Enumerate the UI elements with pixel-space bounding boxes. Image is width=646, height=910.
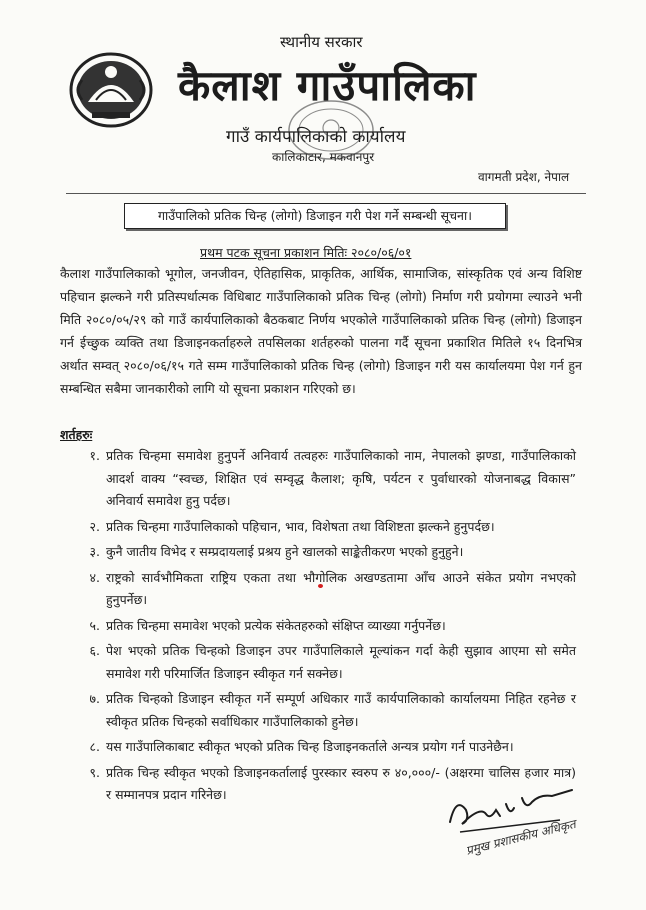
- nepal-government-emblem-icon: [68, 50, 154, 128]
- condition-text: यस गाउँपालिकाबाट स्वीकृत भएको प्रतिक चिन्ह डिजाइनकर्ताले अन्यत्र प्रयोग गर्न पाउनेछैन।: [106, 739, 514, 754]
- condition-item: [60, 736, 585, 759]
- condition-item: [60, 615, 585, 638]
- red-ink-mark: [318, 584, 323, 588]
- condition-item: [60, 445, 585, 513]
- office-address: कालिकाटार, मकवानपुर: [272, 150, 375, 164]
- condition-text: प्रतिक चिन्हको डिजाइन स्वीकृत गर्ने सम्पूर्ण अधिकार गाउँ कार्यपालिकाको कार्यालयमा निहित रहनेछ र स्वीकृत प्रतिक चिन्हको सर्वाधिकार गाउँपालिकाको हुनेछ।: [106, 691, 576, 729]
- condition-number: ८.: [89, 739, 100, 754]
- header-divider: [66, 193, 586, 194]
- conditions-heading: शर्तहरुः: [60, 427, 93, 442]
- government-label: स्थानीय सरकार: [280, 33, 363, 51]
- condition-item: [60, 516, 585, 539]
- conditions-list: [60, 445, 585, 810]
- condition-item: [60, 567, 585, 612]
- condition-number: ४.: [89, 569, 100, 585]
- condition-number: ६.: [89, 643, 100, 658]
- condition-number: ९.: [89, 764, 100, 780]
- condition-number: २.: [89, 518, 100, 534]
- condition-text: कुनै जातीय विभेद र सम्प्रदायलाई प्रश्रय हुने खालको साङ्केतीकरण भएको हुनुहुने।: [106, 544, 464, 559]
- condition-item: [60, 541, 585, 564]
- notice-subject: गाउँपालिको प्रतिक चिन्ह (लोगो) डिजाइन गरी पेश गर्ने सम्बन्धी सूचना।: [124, 203, 506, 229]
- province-label: वागमती प्रदेश, नेपाल: [478, 170, 570, 184]
- office-seal-stamp-icon: [286, 98, 376, 162]
- office-name: कैलाश गाउँपालिका: [178, 61, 477, 110]
- condition-text: राष्ट्रको सार्वभौमिकता राष्ट्रिय एकता तथा भौगोलिक अखण्डतामा आँच आउने संकेत प्रयोग नभएको हुनुपर्नेछ।: [106, 569, 576, 607]
- condition-item: [60, 640, 585, 685]
- condition-text: पेश भएको प्रतिक चिन्हको डिजाइन उपर गाउँपालिकाले मूल्यांकन गर्दा केही सुझाव आएमा सो समेत समावेश गरी परिमार्जित डिजाइन स्वीकृत गर्न सक्नेछ।: [106, 643, 576, 681]
- condition-text: प्रतिक चिन्हमा समावेश भएको प्रत्येक संकेतहरुको संक्षिप्त व्याख्या गर्नुपर्नेछ।: [106, 617, 446, 633]
- condition-item: [60, 688, 585, 733]
- notice-body: कैलाश गाउँपालिकाको भूगोल, जनजीवन, ऐतिहासिक, प्राकृतिक, आर्थिक, सामाजिक, सांस्कृतिक एवं अन्य विशिष्ट पहिचान झल्कने गरी प्रतिस्पर्धात्मक विधिबाट गाउँपालिकाको प्रतिक चिन्ह (लोगो) निर्माण गरी प्रयोगमा ल्याउने भनी मिति २०८०/०५/२९ को गाउँ कार्यपालिकाको बैठकबाट निर्णय भएकोले गाउँपालिकाको प्रतिक चिन्ह (लोगो) डिजाइन गर्न ईच्छुक व्यक्ति तथा डिजाइनकर्ताहरुले तपसिलका शर्तहरुको पालना गर्दै सूचना प्रकाशित मितिले १५ दिनभित्र अर्थात सम्वत् २०८०/०६/१५ गते सम्म गाउँपालिकाको प्रतिक चिन्ह (लोगो) डिजाइन गरी यस कार्यालयमा पेश गर्न हुन सम्बन्धित सबैमा जानकारीको लागि यो सूचना प्रकाशन गरिएको छ।: [60, 266, 582, 396]
- letterhead: [0, 0, 646, 200]
- condition-number: ३.: [89, 544, 100, 559]
- condition-text: प्रतिक चिन्ह स्वीकृत भएको डिजाइनकर्तालाई पुरस्कार स्वरुप रु ४०,०००/- (अक्षरमा चालिस हजार मात्र) र सम्मानपत्र प्रदान गरिनेछ।: [106, 764, 576, 802]
- condition-number: ७.: [89, 691, 100, 706]
- condition-text: प्रतिक चिन्हमा समावेश हुनुपर्ने अनिवार्य तत्वहरुः गाउँपालिकाको नाम, नेपालको झण्डा, गाउँपालिकाको आदर्श वाक्य “स्वच्छ, शिक्षित एवं सम्वृद्ध कैलाश; कृषि, पर्यटन र पुर्वाधारको योजनाबद्ध विकास” अनिवार्य समावेश हुनु पर्दछ।: [106, 448, 576, 508]
- publication-date: प्रथम पटक सूचना प्रकाशन मितिः २०८०/०६/०१: [200, 245, 412, 260]
- office-subtitle: गाउँ कार्यपालिकाको कार्यालय: [226, 127, 406, 147]
- condition-text: प्रतिक चिन्हमा गाउँपालिकाको पहिचान, भाव, विशेषता तथा विशिष्टता झल्कने हुनुपर्दछ।: [106, 518, 495, 534]
- signer-title: प्रमुख प्रशासकीय अधिकृत: [464, 816, 578, 858]
- condition-number: ५.: [89, 617, 100, 633]
- condition-number: १.: [89, 448, 100, 463]
